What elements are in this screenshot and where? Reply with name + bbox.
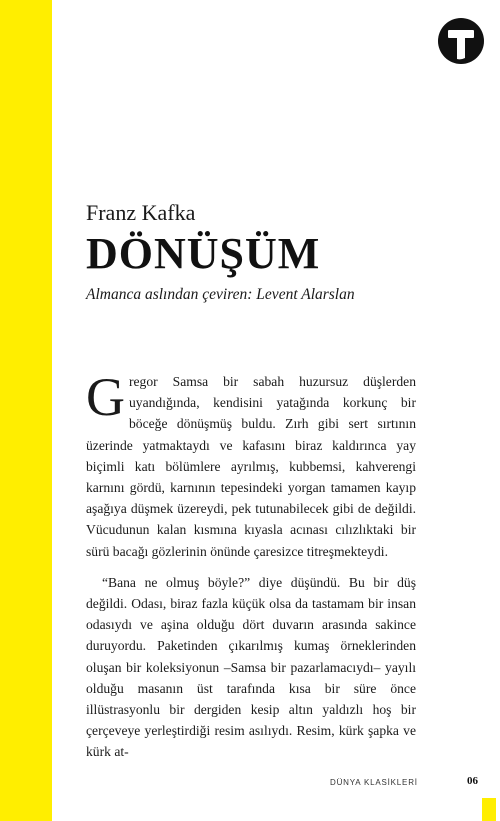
drop-cap: G xyxy=(86,367,125,427)
page-number: 06 xyxy=(467,775,478,787)
publisher-t-logo-icon xyxy=(438,18,484,64)
body-text xyxy=(86,367,416,763)
yellow-side-bar xyxy=(0,0,52,821)
paragraph-1-text: regor Samsa bir sabah huzursuz düşlerden uyandığında, kendisini yatağında korkunç bir böceğe dönüşmüş buldu. Zırh gibi sert sırtının üzerinde yatmaktaydı ve kafasını biraz kaldırınca yay biçimli katı bölümlere ayrılmış, kubbemsi, kahverengi karnını gördü, karnının tepesindeki yorgan tamamen kayıp aşağıya düşmek üzereydi, pek tutunabilecek gibi de değildi. Vücudunun kalan kısmına kıyasla acınası cılızlıktaki bir sürü bacağı gözlerinin önünde çaresizce titreşmekteydi. xyxy=(86,374,416,559)
series-name: DÜNYA KLASİKLERİ xyxy=(330,778,418,787)
book-title: DÖNÜŞÜM xyxy=(86,229,321,278)
author-name: Franz Kafka xyxy=(86,200,196,225)
paragraph-2: “Bana ne olmuş böyle?” diye düşündü. Bu bir düş değildi. Odası, biraz fazla küçük olsa da tastamam bir insan odasıydı ve aşina olduğu dört duvarın arasında sakince duruyordu. Paketinden çıkarılmış kumaş örneklerinden oluşan bir koleksiyonun –Samsa bir pazarlamacıydı– yayılı olduğu masanın üst tarafında kısa bir süre önce illüstrasyonlu bir dergiden kesip altın yaldızlı hoş bir çerçeveye yerleştirdiği resim asılıydı. Resim, kürk şapka ve kürk at- xyxy=(86,574,416,760)
yellow-corner-bar xyxy=(482,798,496,821)
translator-line: Almanca aslından çeviren: Levent Alarslan xyxy=(86,286,355,303)
paragraph-1 xyxy=(86,367,416,562)
